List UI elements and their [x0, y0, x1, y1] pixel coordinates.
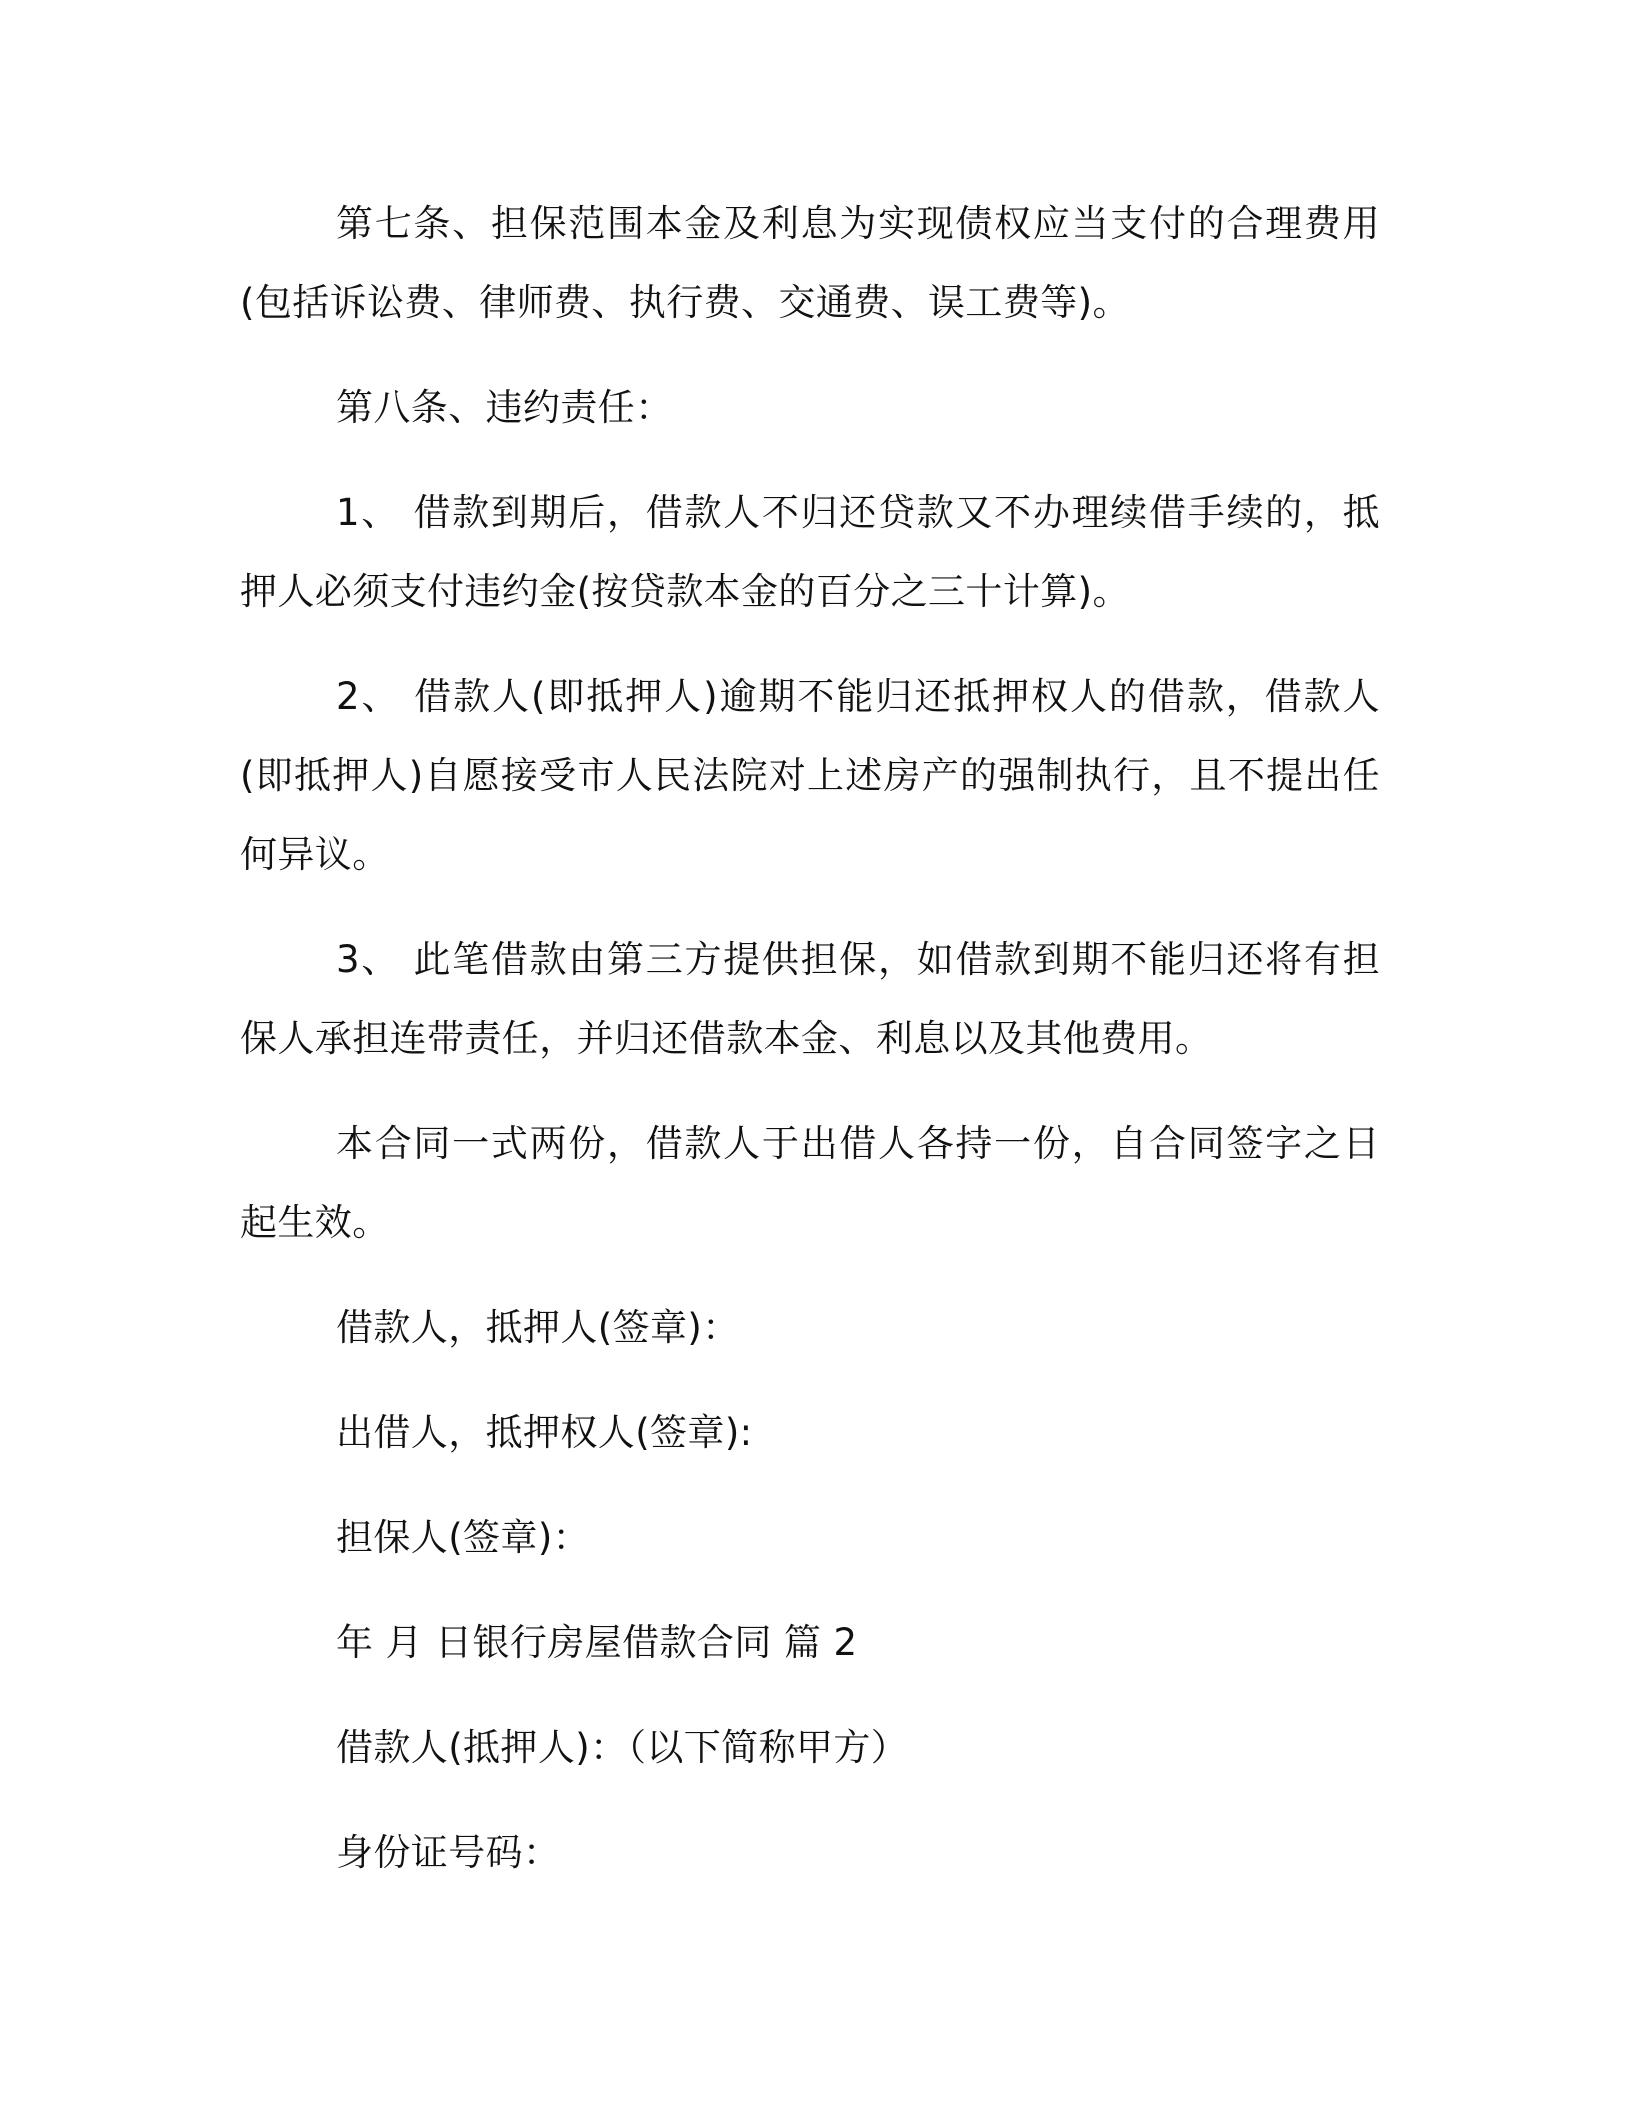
- clause-7-guarantee-scope: 第七条、担保范围本金及利息为实现债权应当支付的合理费用(包括诉讼费、律师费、执行费、交通费、误工费等)。: [240, 202, 1380, 324]
- guarantor-signature-line: 担保人(签章)：: [336, 1516, 591, 1559]
- clause-8-heading: 第八条、违约责任：: [336, 386, 673, 429]
- clause-8-item-1: 1、 借款到期后，借款人不归还贷款又不办理续借手续的，抵押人必须支付违约金(按贷款本金的百分之三十计算)。: [240, 491, 1380, 613]
- copies-effective-clause: 本合同一式两份，借款人于出借人各持一份，自合同签字之日起生效。: [240, 1122, 1380, 1244]
- borrower-party-a-line: 借款人(抵押人)：（以下简称甲方）: [336, 1726, 909, 1769]
- lender-signature-line: 出借人，抵押权人(签章):: [336, 1411, 753, 1454]
- clause-8-item-2: 2、 借款人(即抵押人)逾期不能归还抵押权人的借款，借款人(即抵押人)自愿接受市人民法院对上述房产的强制执行，且不提出任何异议。: [240, 675, 1380, 876]
- clause-8-item-3: 3、 此笔借款由第三方提供担保，如借款到期不能归还将有担保人承担连带责任，并归还借款本金、利息以及其他费用。: [240, 938, 1380, 1060]
- document-body: [240, 184, 1380, 1918]
- date-and-contract-2-title: 年 月 日银行房屋借款合同 篇 2: [336, 1621, 858, 1664]
- borrower-signature-line: 借款人，抵押人(签章)：: [336, 1306, 740, 1349]
- id-number-line: 身份证号码：: [336, 1831, 561, 1874]
